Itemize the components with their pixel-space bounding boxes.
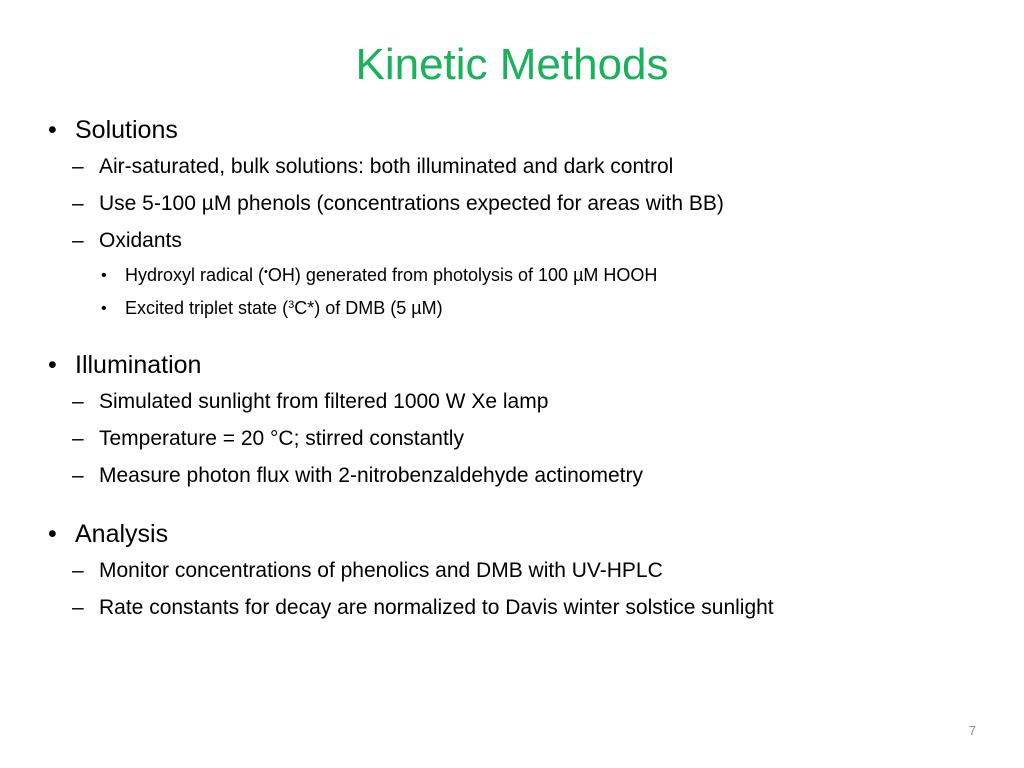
sub-bullet-text: Monitor concentrations of phenolics and DMB with UV-HPLC [99, 559, 663, 582]
slide-content [48, 112, 988, 626]
sub-bullet-air-saturated [48, 148, 988, 185]
sub-bullet-sunlight [48, 383, 988, 420]
dash-icon: – [72, 192, 84, 215]
page-number: 7 [968, 723, 976, 738]
bullet-icon: • [48, 116, 57, 144]
bullet-icon: • [101, 300, 107, 317]
sub-bullet-rate-constants [48, 589, 988, 626]
bullet-icon: • [48, 520, 57, 548]
dash-icon: – [72, 559, 84, 582]
bullet-solutions [48, 112, 988, 148]
hydroxyl-text-suffix: OH) generated from photolysis of 100 µM HOOH [267, 265, 658, 285]
section-analysis [48, 516, 988, 626]
bullet-illumination [48, 347, 988, 383]
section-illumination [48, 347, 988, 494]
dash-icon: – [72, 427, 84, 450]
triplet-text-suffix: C*) of DMB (5 µM) [294, 298, 443, 318]
sub-bullet-photon-flux [48, 457, 988, 494]
dash-icon: – [72, 596, 84, 619]
dash-icon: – [72, 229, 84, 252]
sub-bullet-phenols [48, 185, 988, 222]
triplet-text-prefix: Excited triplet state ( [125, 298, 289, 318]
dash-icon: – [72, 155, 84, 178]
sub-bullet-text: Air-saturated, bulk solutions: both illuminated and dark control [99, 155, 674, 178]
sub-bullet-text: Simulated sunlight from filtered 1000 W Xe lamp [99, 390, 549, 413]
radical-dot: • [264, 266, 268, 278]
sub-bullet-monitor [48, 552, 988, 589]
sub-sub-bullet-triplet [48, 292, 988, 325]
sub-bullet-text: Use 5-100 µM phenols (concentrations expected for areas with BB) [99, 192, 724, 215]
bullet-icon: • [101, 267, 107, 284]
bullet-text: Illumination [75, 351, 202, 379]
sub-bullet-text: Rate constants for decay are normalized to Davis winter solstice sunlight [99, 596, 774, 619]
bullet-analysis [48, 516, 988, 552]
bullet-text: Solutions [75, 116, 178, 144]
sub-bullet-oxidants [48, 222, 988, 259]
hydroxyl-text-prefix: Hydroxyl radical ( [125, 265, 265, 285]
dash-icon: – [72, 464, 84, 487]
bullet-icon: • [48, 351, 57, 379]
sub-sub-bullet-hydroxyl [48, 259, 988, 292]
section-solutions [48, 112, 988, 325]
dash-icon: – [72, 390, 84, 413]
sub-bullet-text: Temperature = 20 °C; stirred constantly [99, 427, 464, 450]
sub-bullet-text: Oxidants [99, 229, 182, 252]
slide-title: Kinetic Methods [355, 40, 669, 89]
bullet-text: Analysis [75, 520, 169, 548]
sub-bullet-text: Measure photon flux with 2-nitrobenzaldehyde actinometry [99, 464, 643, 487]
sub-bullet-temperature [48, 420, 988, 457]
triplet-superscript: 3 [288, 299, 295, 311]
